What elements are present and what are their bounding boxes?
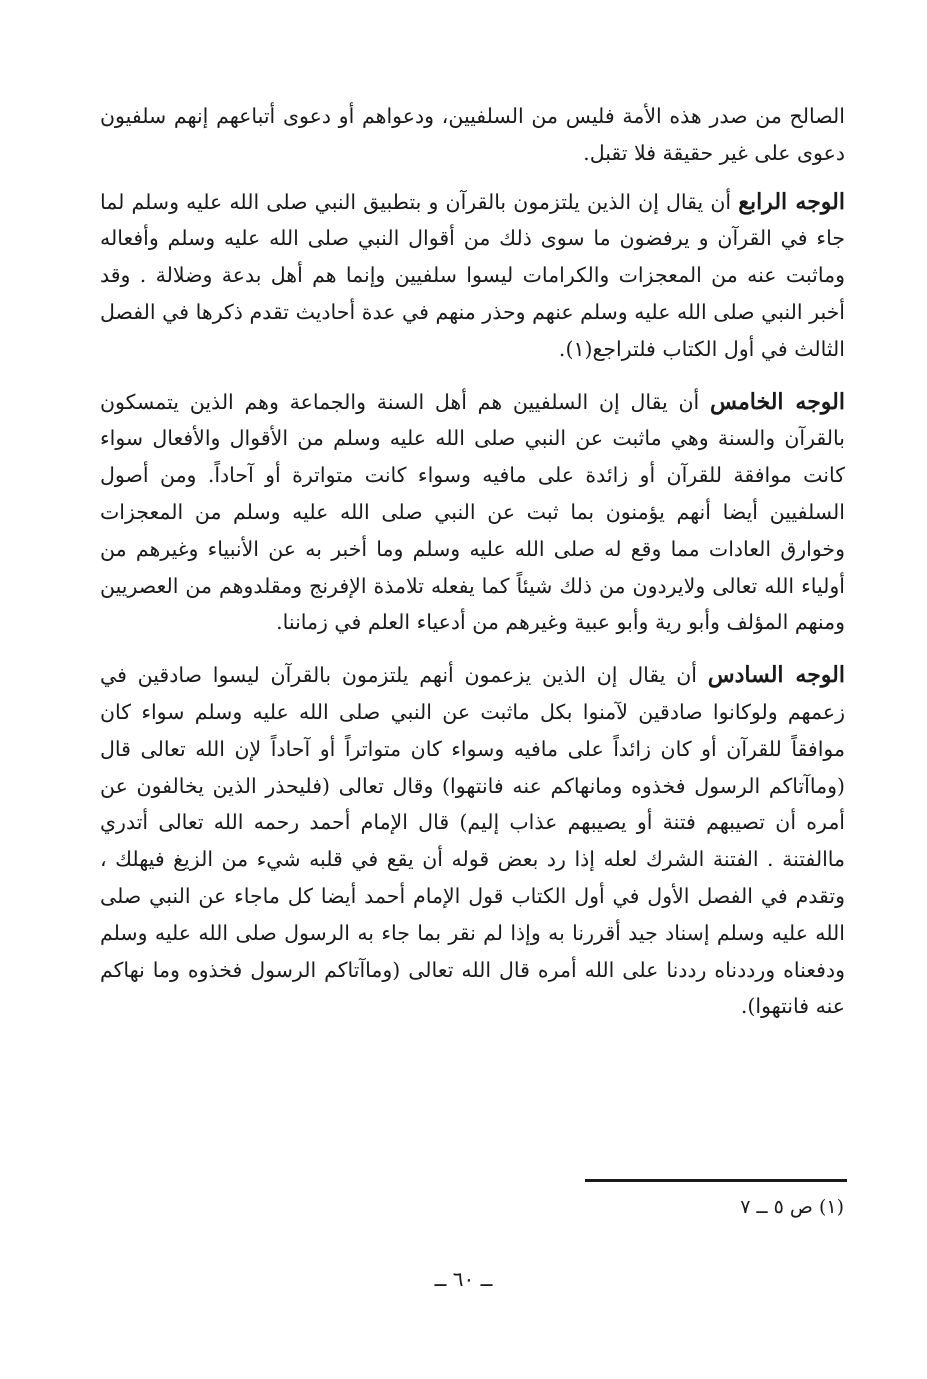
footnote: (١) ص ٥ ــ ٧ <box>740 1196 844 1218</box>
section-heading: الوجه الرابع <box>738 188 845 215</box>
body-text <box>100 98 845 1041</box>
footnote-reference[interactable]: (١) <box>565 336 593 361</box>
footnote-divider <box>585 1179 847 1182</box>
section-sixth-aspect <box>100 657 845 1025</box>
sentence-end: . <box>558 336 566 361</box>
section-fifth-aspect <box>100 384 845 642</box>
section-heading: الوجه الخامس <box>709 388 845 415</box>
section-text: أن يقال إن الذين يلتزمون بالقرآن و بتطبيق النبي صلى الله عليه وسلم لما جاء في القرآن و يرفضون ما سوى ذلك من أقوال النبي صلى الله عليه وسلم وأفعاله وماثبت عنه من المعجزات والكرامات ليسوا سلفيين وإنما هم أهل بدعة وضلالة . وقد أخبر النبي صلى الله عليه وسلم عنهم وحذر منهم في عدة أحاديث تقدم ذكرها في الفصل الثالث في أول الكتاب فلتراجع <box>100 189 845 361</box>
section-text: أن يقال إن السلفيين هم أهل السنة والجماعة وهم الذين يتمسكون بالقرآن والسنة وهي ماثبت عن النبي صلى الله عليه وسلم من الأقوال والأفعال سواء كانت موافقة للقرآن أو زائدة على مافيه وسواء كانت متواترة أو آحاداً. ومن أصول السلفيين أيضا أنهم يؤمنون بما ثبت عن النبي صلى الله عليه وسلم من المعجزات وخوارق العادات مما وقع له صلى الله عليه وسلم وما أخبر به عن الأنبياء وغيرهم من أولياء الله تعالى ولايردون من ذلك شيئاً كما يفعله تلامذة الإفرنج ومقلدوهم من العصريين ومنهم المؤلف وأبو رية وأبو عبية وغيرهم من أدعياء العلم في زماننا. <box>100 389 845 635</box>
section-text: أن يقال إن الذين يزعمون أنهم يلتزمون بالقرآن ليسوا صادقين في زعمهم ولوكانوا صادقين لآمنوا بكل ماثبت عن النبي صلى الله عليه وسلم سواء كان موافقاً للقرآن أو كان زائداً على مافيه وسواء كان متواتراً أو آحاداً لإن الله تعالى قال (وماآتاكم الرسول فخذوه ومانهاكم عنه فانتهوا) وقال تعالى (فليحذر الذين يخالفون عن أمره أن تصيبهم فتنة أو يصيبهم عذاب إليم) قال الإمام أحمد رحمه الله تعالى أتدري ماالفتنة . الفتنة الشرك لعله إذا رد بعض قوله أن يقع في قلبه شيء من الزيغ فيهلك ، وتقدم في الفصل الأول في أول الكتاب قول الإمام أحمد أيضا كل ماجاء عن النبي صلى الله عليه وسلم إسناد جيد أقررنا به وإذا لم نقر بما جاء به الرسول صلى الله عليه وسلم ودفعناه ورددناه رددنا على الله أمره قال الله تعالى (وماآتاكم الرسول فخذوه وما نهاكم عنه فانتهوا). <box>100 663 845 1019</box>
intro-paragraph: الصالح من صدر هذه الأمة فليس من السلفيين، ودعواهم أو دعوى أتباعهم إنهم سلفيون دعوى على غير حقيقة فلا تقبل. <box>100 104 845 165</box>
section-heading: الوجه السادس <box>707 662 845 689</box>
page-number: ــ ٦٠ ــ <box>434 1267 493 1291</box>
section-fourth-aspect <box>100 184 845 368</box>
